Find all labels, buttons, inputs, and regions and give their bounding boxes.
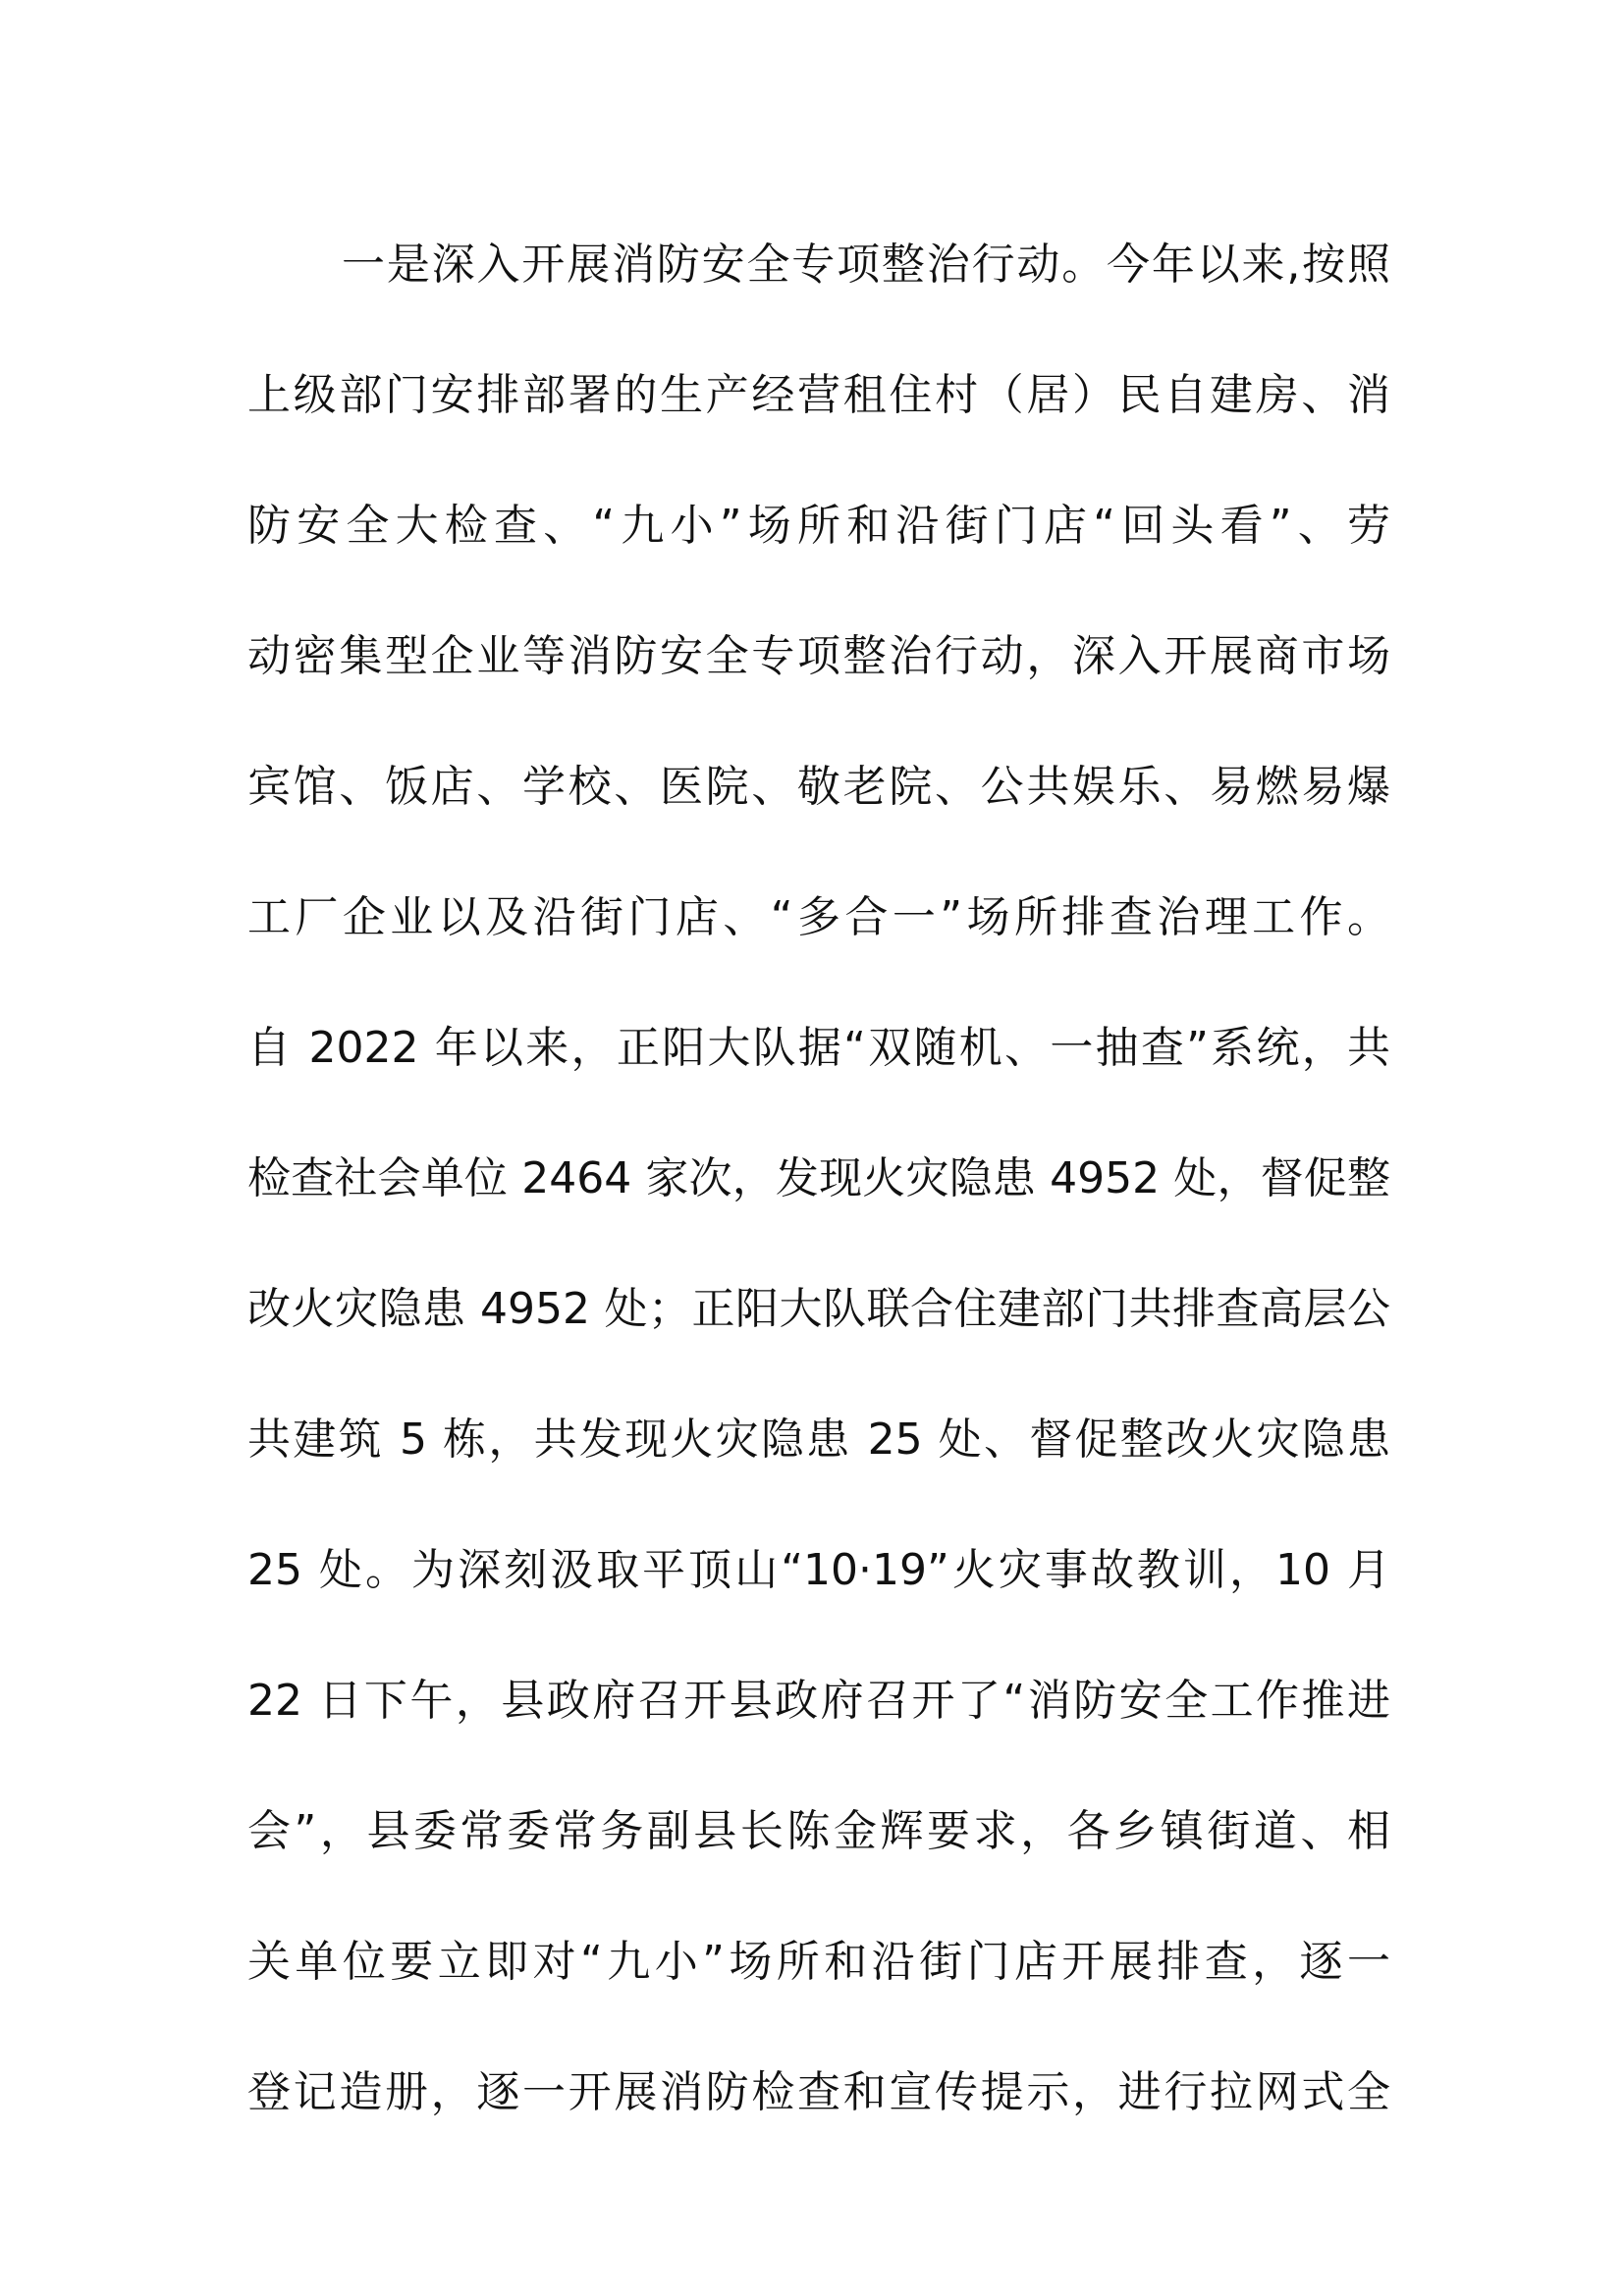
text-line-15: 登记造册，逐一开展消防检查和宣传提示，进行拉网式全 [247,2067,1390,2117]
text-line-4: 动密集型企业等消防安全专项整治行动，深入开展商市场 [247,631,1390,681]
text-line-1: 一是深入开展消防安全专项整治行动。今年以来,按照 [342,240,1390,290]
text-line-3: 防安全大检查、“九小”场所和沿街门店“回头看”、劳 [247,501,1390,551]
text-line-9: 改火灾隐患 4952 处；正阳大队联合住建部门共排查高层公 [247,1284,1390,1334]
text-line-13: 会”，县委常委常务副县长陈金辉要求，各乡镇街道、相 [247,1806,1390,1856]
text-line-11: 25 处。为深刻汲取平顶山“10·19”火灾事故教训，10 月 [247,1545,1390,1595]
text-line-5: 宾馆、饭店、学校、医院、敬老院、公共娱乐、易燃易爆 [247,762,1390,812]
body-text [247,218,1390,2176]
text-line-12: 22 日下午，县政府召开县政府召开了“消防安全工作推进 [247,1676,1390,1726]
text-line-6: 工厂企业以及沿街门店、“多合一”场所排查治理工作。 [247,892,1390,942]
text-line-8: 检查社会单位 2464 家次，发现火灾隐患 4952 处，督促整 [247,1153,1390,1203]
text-line-7: 自 2022 年以来，正阳大队据“双随机、一抽查”系统，共 [247,1023,1390,1073]
text-line-10: 共建筑 5 栋，共发现火灾隐患 25 处、督促整改火灾隐患 [247,1415,1390,1465]
text-line-2: 上级部门安排部署的生产经营租住村（居）民自建房、消 [247,370,1390,420]
text-line-14: 关单位要立即对“九小”场所和沿街门店开展排查，逐一 [247,1937,1390,1987]
